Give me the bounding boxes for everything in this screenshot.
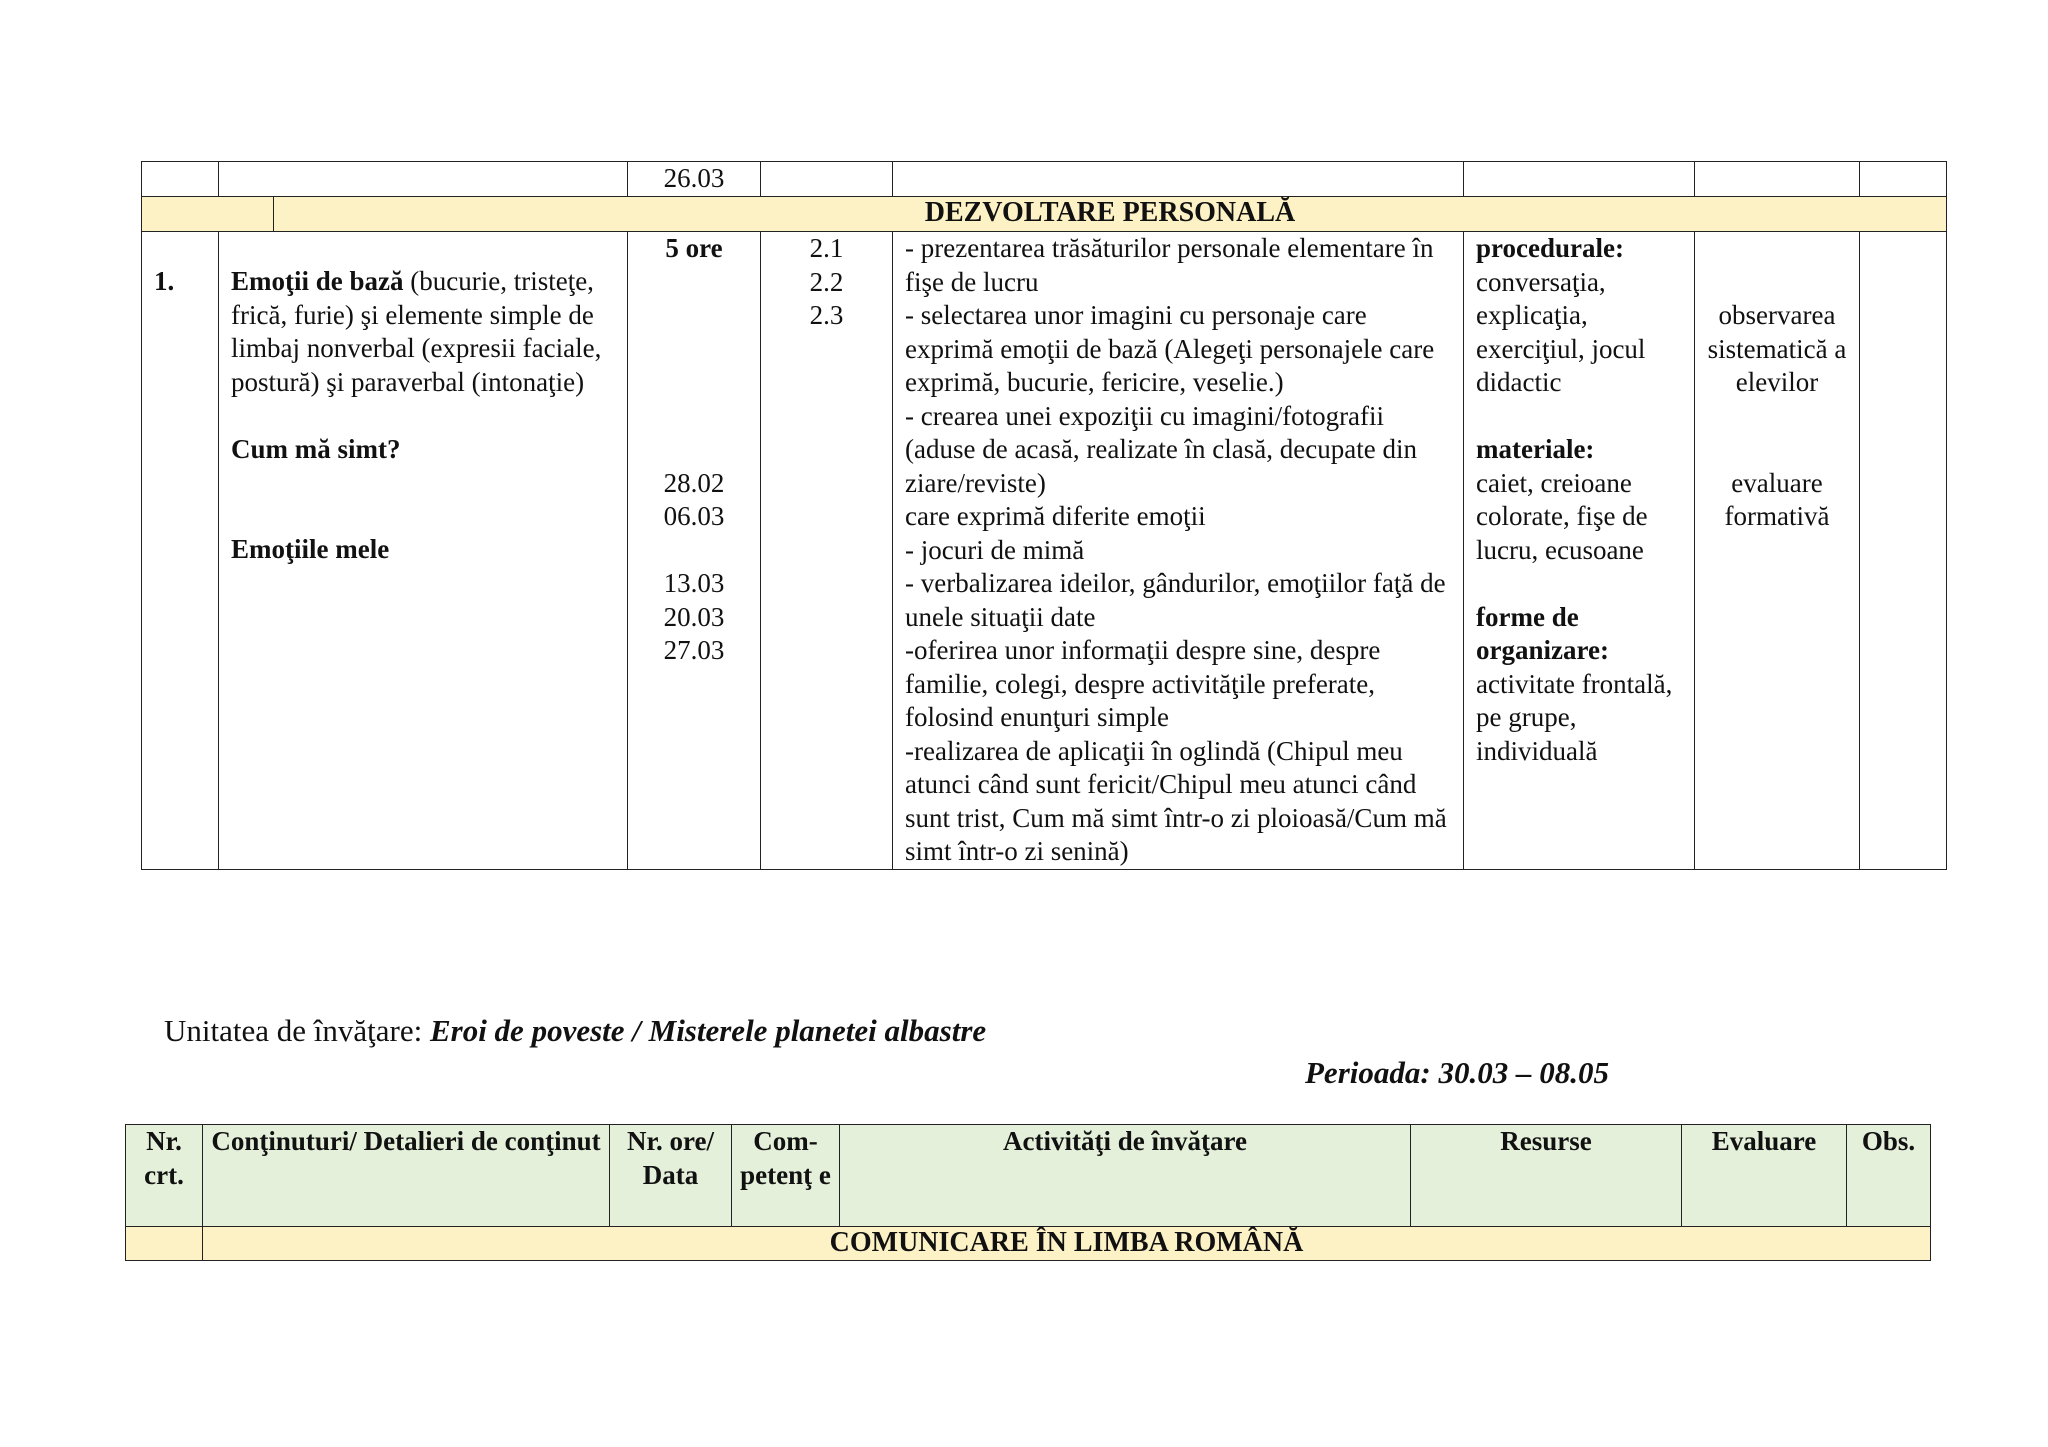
activities-cell <box>893 232 1464 870</box>
date: 27.03 <box>663 635 725 665</box>
column-header: Obs. <box>1847 1125 1931 1227</box>
unit-period: Perioada: 30.03 – 08.05 <box>1305 1055 1609 1090</box>
section-title: COMUNICARE ÎN LIMBA ROMÂNĂ <box>203 1227 1931 1261</box>
unit-label: Unitatea de învăţare: <box>164 1013 430 1048</box>
activity: - selectarea unor imagini cu personaje care exprimă emoţii de bază (Alegeţi personajele care exprimă, bucurie, fericire, veselie.) <box>905 300 1435 397</box>
section-row <box>142 197 1947 232</box>
activity: - crearea unei expoziţii cu imagini/fotografii (aduse de acasă, realizate în clasă, decupate din ziare/reviste) <box>905 400 1417 498</box>
planning-table-header <box>125 1124 1931 1261</box>
date: 13.03 <box>663 568 725 598</box>
content-cell <box>219 232 628 870</box>
activity: care exprimă diferite emoţii <box>905 501 1206 531</box>
resources-cell <box>1464 232 1695 870</box>
resource-label: procedurale: <box>1476 233 1624 263</box>
column-header: Com-petenţ e <box>732 1125 840 1227</box>
column-header: Activităţi de învăţare <box>840 1125 1411 1227</box>
resource-text: caiet, creioane colorate, fişe de lucru, ecusoane <box>1476 467 1648 565</box>
unit-title: Eroi de poveste / Misterele planetei albastre <box>429 1013 987 1048</box>
competence: 2.1 <box>809 233 844 263</box>
competences-cell <box>761 232 893 870</box>
section-row <box>126 1227 1931 1261</box>
competence: 2.3 <box>809 300 844 330</box>
column-header: Resurse <box>1411 1125 1682 1227</box>
evaluation-cell <box>1695 232 1860 870</box>
planning-table-continued <box>141 161 1947 870</box>
activity: - verbalizarea ideilor, gândurilor, emoţiilor faţă de unele situaţii date <box>905 568 1446 632</box>
resource-label: materiale: <box>1476 434 1595 464</box>
date-cell: 26.03 <box>628 162 761 197</box>
date: 06.03 <box>663 501 725 531</box>
content-details: (bucurie, tristeţe, frică, furie) şi elemente simple de limbaj nonverbal (expresii faciale, postură) şi paraverbal (intonaţie) <box>231 266 602 397</box>
column-header: Evaluare <box>1682 1125 1847 1227</box>
competence: 2.2 <box>809 266 844 297</box>
resource-text: activitate frontală, pe grupe, individuală <box>1476 668 1673 766</box>
obs-cell <box>1860 232 1947 870</box>
content-title: Emoţii de bază <box>231 266 404 296</box>
lesson-title: Cum mă simt? <box>231 433 401 464</box>
section-title: DEZVOLTARE PERSONALĂ <box>274 197 1947 232</box>
table-row <box>142 232 1947 870</box>
date: 20.03 <box>663 601 725 632</box>
evaluation: observarea sistematică a elevilor <box>1707 300 1847 397</box>
evaluation: evaluare formativă <box>1724 467 1830 531</box>
resource-text: conversaţia, explicaţia, exerciţiul, jocul didactic <box>1476 266 1646 397</box>
column-header: Conţinuturi/ Detalieri de conţinut <box>203 1125 610 1227</box>
activity: - jocuri de mimă <box>905 534 1085 565</box>
resource-label: forme de organizare: <box>1476 601 1609 665</box>
hours-dates-cell <box>628 232 761 870</box>
table-row <box>142 162 1947 197</box>
activity: - prezentarea trăsăturilor personale elementare în fişe de lucru <box>905 233 1434 297</box>
activity: -oferirea unor informaţii despre sine, despre familie, colegi, despre activităţile preferate, folosind enunţuri simple <box>905 635 1381 732</box>
date: 28.02 <box>663 467 725 498</box>
activity: -realizarea de aplicaţii în oglindă (Chipul meu atunci când sunt fericit/Chipul meu atunci când sunt trist, Cum mă simt într-o zi ploioasă/Cum mă simt într-o zi senină) <box>905 735 1447 866</box>
header-row <box>126 1125 1931 1227</box>
column-header: Nr. crt. <box>126 1125 203 1227</box>
lesson-title: Emoţiile mele <box>231 534 390 564</box>
row-number: 1. <box>142 232 219 870</box>
column-header: Nr. ore/ Data <box>610 1125 732 1227</box>
unit-heading <box>164 1013 986 1049</box>
hours: 5 ore <box>665 233 723 263</box>
